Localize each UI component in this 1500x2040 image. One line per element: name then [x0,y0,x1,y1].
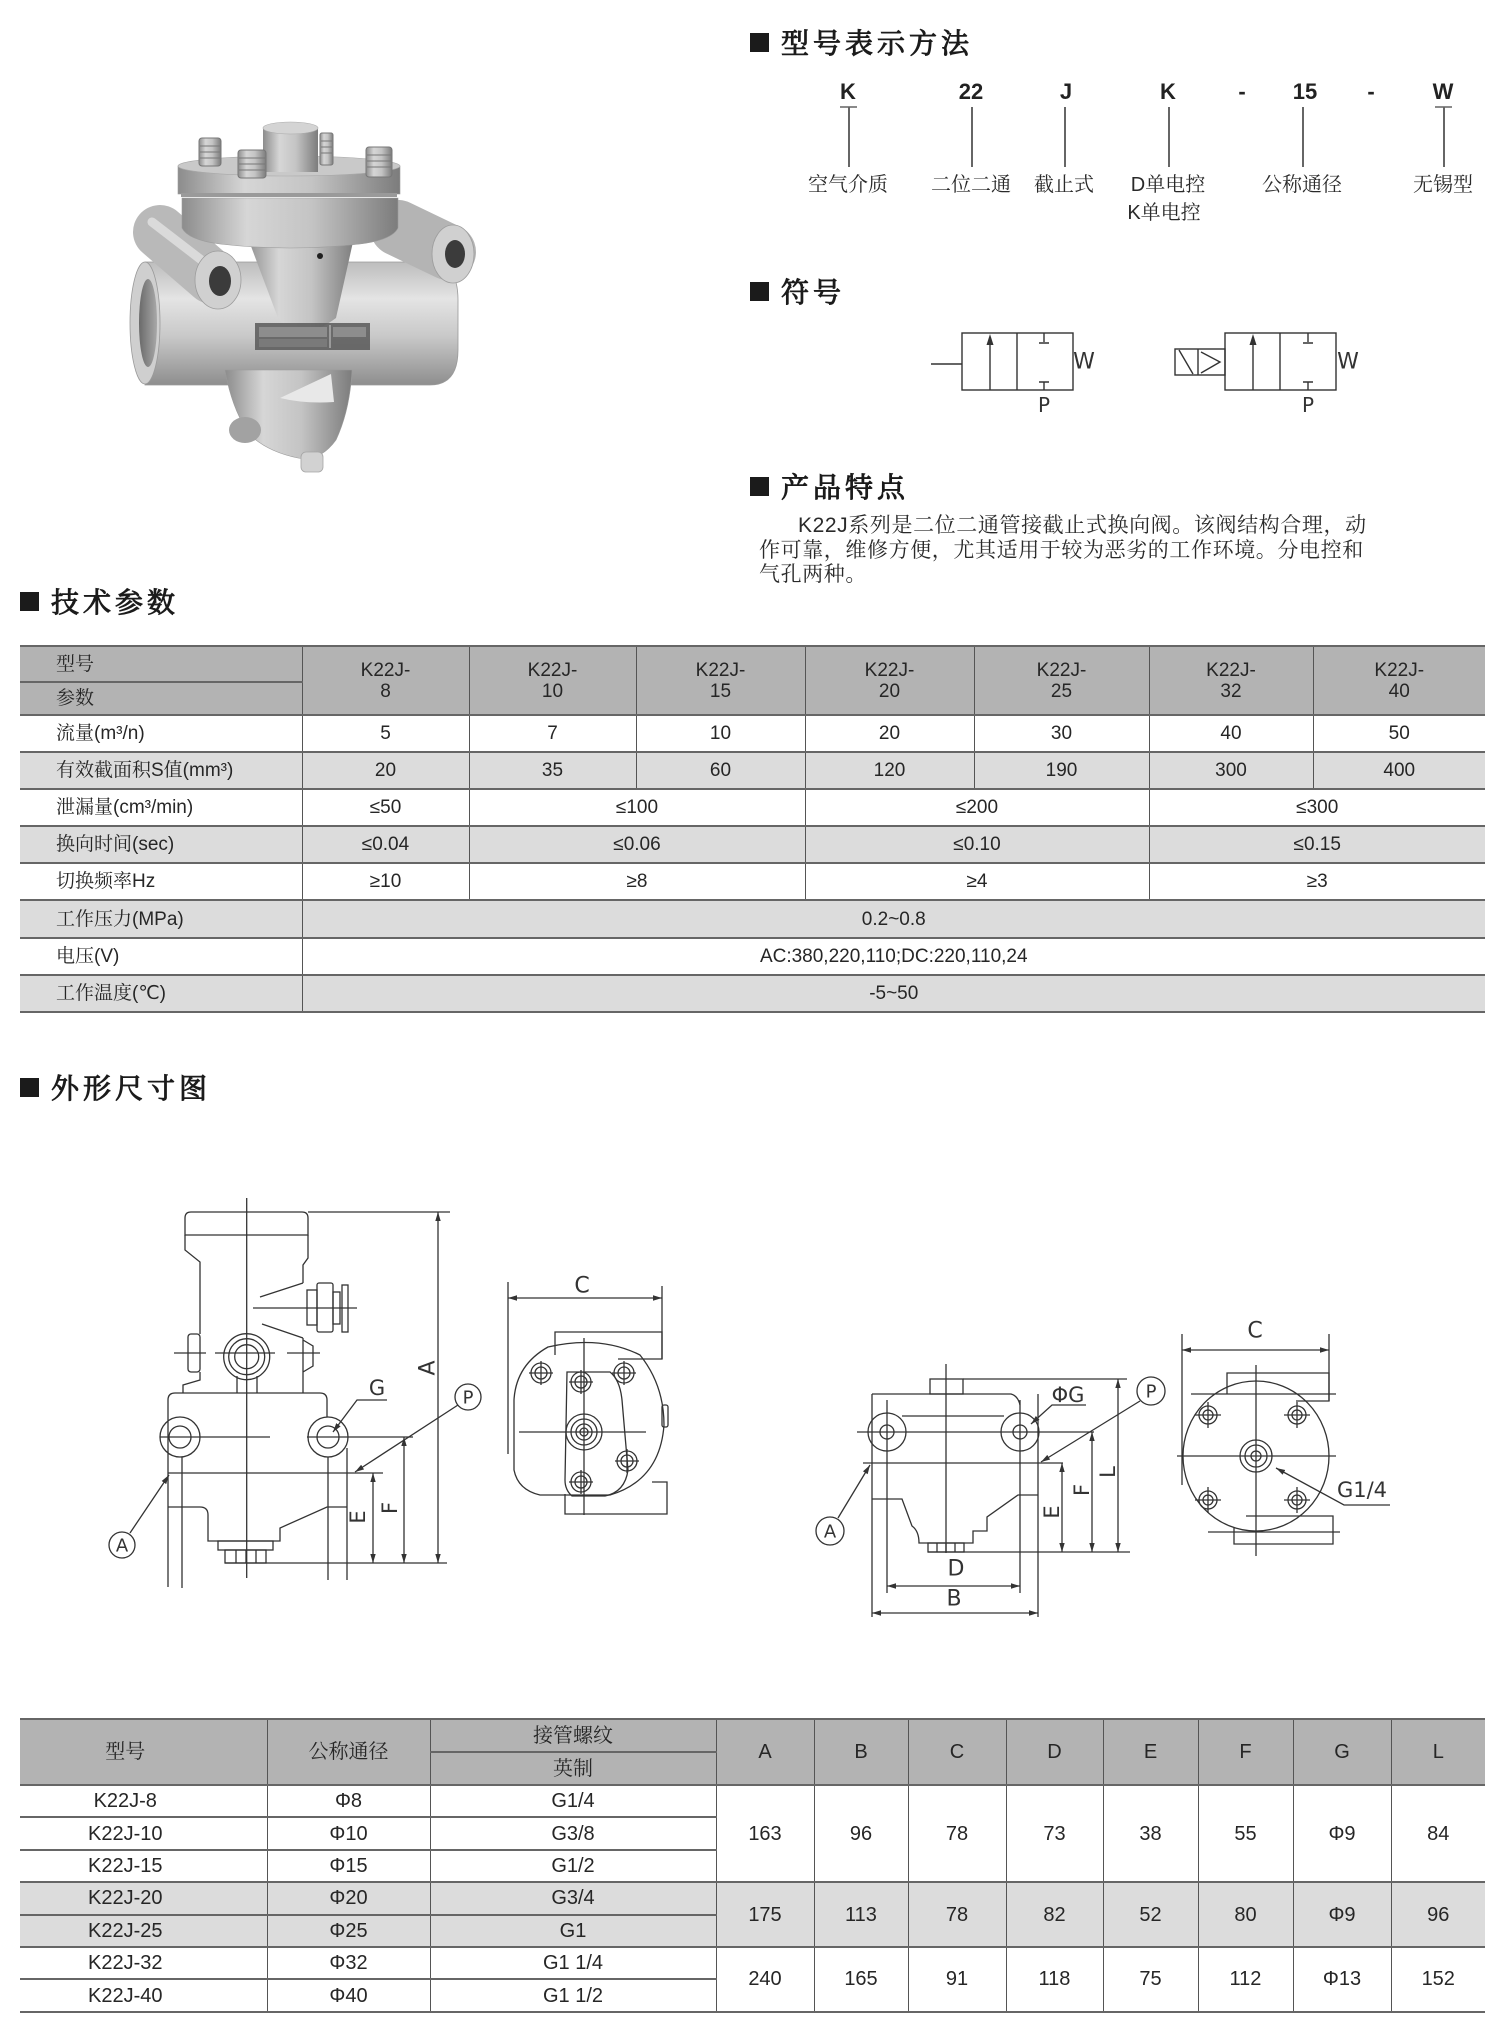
cell: 0.2~0.8 [302,900,1485,938]
cell: 40 [1149,715,1313,752]
header-corner-model: 型号 [20,646,302,682]
section-heading-features [750,470,909,502]
cell-model: K22J-15 [20,1850,267,1882]
cell-dim-g: Φ13 [1293,1947,1391,2012]
code-type: J [1059,79,1073,104]
cell-thread: G1/4 [430,1785,716,1817]
table-row [20,826,1485,863]
header-model [1313,646,1485,715]
code-variant: W [1432,79,1454,104]
cell: ≥8 [469,863,805,900]
side-view-2 [1177,1334,1390,1556]
heading-text: 外形尺寸图 [51,1073,212,1104]
cell: 20 [805,715,974,752]
dim-label-a: A [415,1360,441,1376]
features-paragraph [759,514,1419,588]
code-meaning-function: 二位二通 [931,174,1011,196]
cell-dim-f: 80 [1198,1882,1293,1947]
code-leader-line [1302,107,1304,167]
paragraph-line: K22J系列是二位二通管接截止式换向阀。该阀结构合理，动 [798,514,1367,537]
flow-arrow-icon [987,334,994,345]
cell-dim-e: 38 [1103,1785,1198,1882]
cell-dim-c: 78 [908,1785,1006,1882]
dim-label-b: B [946,1586,962,1612]
cell: 5 [302,715,469,752]
section-heading-dimensions [20,1071,211,1103]
flow-arrow-icon [1250,334,1257,345]
valve-symbols [920,325,1360,420]
section-heading-symbol [750,275,845,307]
dim-label-l: L [1096,1466,1120,1478]
thread-label: G1/4 [1336,1478,1388,1502]
heading-text: 技术参数 [51,587,180,618]
table-row [20,752,1485,789]
square-bullet-icon [20,592,39,611]
dim-label-f: F [1070,1483,1094,1497]
square-bullet-icon [20,1078,39,1097]
cell-dim-d: 118 [1006,1947,1103,2012]
code-separator: - [1238,79,1246,104]
model-size: 8 [380,680,391,702]
cell-thread: G1 [430,1915,716,1947]
side-view-1 [508,1282,668,1515]
product-photo [120,110,490,480]
code-meaning-control-k: K单电控 [1127,202,1201,224]
table-row [20,1947,1485,1979]
cell-thread: G3/8 [430,1817,716,1849]
valve-vent-hole [317,253,323,259]
cell-dim-l: 152 [1391,1947,1485,2012]
code-meaning-control-d: D单电控 [1130,174,1206,196]
cell: -5~50 [302,975,1485,1012]
model-prefix: K22J- [527,659,578,681]
cell-dim-f: 112 [1198,1947,1293,2012]
header-model [1149,646,1313,715]
spring-label: W [1337,349,1359,375]
cell-bore: Φ25 [267,1915,430,1947]
heading-text: 产品特点 [781,472,910,503]
row-label: 有效截面积S值(mm³) [20,752,302,789]
tech-specs-table [20,645,1485,1013]
code-medium: K [840,79,856,104]
model-size: 10 [541,680,564,702]
table-row [20,938,1485,975]
cell: ≤0.10 [805,826,1149,863]
cell-thread: G3/4 [430,1882,716,1914]
row-label: 切换频率Hz [20,863,302,900]
header-model [636,646,805,715]
front-view-1 [109,1198,481,1588]
dim-label-g: G [368,1376,386,1400]
port-label: P [1037,393,1051,417]
dim-label-c: C [574,1273,590,1299]
valve-nameplate [255,323,370,350]
header-thread-sub: 英制 [430,1752,716,1785]
cell-bore: Φ32 [267,1947,430,1979]
dim-label-phi-g: ΦG [1051,1383,1085,1407]
cell: ≤0.04 [302,826,469,863]
code-leader-line [1443,107,1445,167]
table-row [20,900,1485,938]
model-prefix: K22J- [1374,659,1425,681]
cell-dim-a: 240 [716,1947,814,2012]
pilot-valve-symbol [931,333,1073,390]
cell-model: K22J-25 [20,1915,267,1947]
square-bullet-icon [750,282,769,301]
cell-model: K22J-20 [20,1882,267,1914]
model-prefix: K22J- [1206,659,1256,681]
dimension-drawing [90,1180,1410,1625]
code-meaning-variant: 无锡型 [1413,174,1473,196]
port-label-a: A [823,1521,837,1543]
cell: 120 [805,752,974,789]
header-model [974,646,1149,715]
code-bore: 15 [1292,79,1318,104]
cell-dim-b: 96 [814,1785,908,1882]
code-meaning-medium: 空气介质 [808,174,888,196]
row-label: 流量(m³/n) [20,715,302,752]
valve-top-stem [263,122,318,172]
cell: 30 [974,715,1149,752]
model-prefix: K22J- [695,659,746,681]
dim-label-f: F [378,1501,402,1515]
dim-label-c: C [1247,1318,1263,1344]
cell-dim-d: 73 [1006,1785,1103,1882]
cell: AC:380,220,110;DC:220,110,24 [302,938,1485,975]
code-meaning-bore: 公称通径 [1262,174,1342,196]
solenoid-icon [1175,349,1225,375]
cell: ≥4 [805,863,1149,900]
model-size: 15 [709,680,732,702]
cell: ≤300 [1149,789,1485,826]
cell: ≤200 [805,789,1149,826]
header-dim-a: A [716,1719,814,1785]
port-label-p: P [462,1387,474,1409]
cell: ≥10 [302,863,469,900]
code-leader-line [971,107,973,167]
header-dim-c: C [908,1719,1006,1785]
model-size: 20 [878,680,901,702]
header-model [805,646,974,715]
cell-dim-c: 78 [908,1882,1006,1947]
cell-bore: Φ8 [267,1785,430,1817]
cell: ≤0.15 [1149,826,1485,863]
model-prefix: K22J- [864,659,915,681]
code-meaning-type: 截止式 [1034,174,1094,196]
cell: 50 [1313,715,1485,752]
cell-dim-b: 165 [814,1947,908,2012]
header-dim-g: G [1293,1719,1391,1785]
cell-model: K22J-10 [20,1817,267,1849]
cell-dim-g: Φ9 [1293,1785,1391,1882]
cell-dim-c: 91 [908,1947,1006,2012]
header-dim-e: E [1103,1719,1198,1785]
dim-label-e: E [346,1510,370,1524]
cell: 20 [302,752,469,789]
square-bullet-icon [750,33,769,52]
row-label: 工作温度(℃) [20,975,302,1012]
row-label: 换向时间(sec) [20,826,302,863]
cell-dim-d: 82 [1006,1882,1103,1947]
section-heading-model-code [750,26,973,58]
port-label-p: P [1145,1381,1157,1403]
header-model [469,646,636,715]
cell-dim-e: 75 [1103,1947,1198,2012]
code-leader-line [848,107,850,167]
table-row [20,975,1485,1012]
table-header-row [20,646,1485,682]
cell-dim-l: 84 [1391,1785,1485,1882]
cell-bore: Φ15 [267,1850,430,1882]
header-model: 型号 [20,1719,267,1785]
header-bore: 公称通径 [267,1719,430,1785]
table-row [20,1785,1485,1817]
table-row [20,863,1485,900]
cell: 35 [469,752,636,789]
dim-label-e: E [1040,1505,1064,1519]
cell: 300 [1149,752,1313,789]
cell: 60 [636,752,805,789]
cell-bore: Φ20 [267,1882,430,1914]
table-row [20,789,1485,826]
header-corner-param: 参数 [20,682,302,715]
code-control: K [1160,79,1176,104]
code-leader-line [1064,107,1066,167]
cell-bore: Φ40 [267,1979,430,2011]
cell-thread: G1 1/2 [430,1979,716,2011]
cell-bore: Φ10 [267,1817,430,1849]
row-label: 工作压力(MPa) [20,900,302,938]
header-dim-d: D [1006,1719,1103,1785]
model-prefix: K22J- [360,659,411,681]
header-model [302,646,469,715]
dim-label-d: D [947,1556,965,1582]
header-dim-l: L [1391,1719,1485,1785]
cell-dim-l: 96 [1391,1882,1485,1947]
paragraph-line: 气孔两种。 [759,563,867,586]
cell-dim-a: 163 [716,1785,814,1882]
model-prefix: K22J- [1036,659,1087,681]
dimensions-table [20,1718,1485,2013]
cell: 190 [974,752,1149,789]
table-row [20,1882,1485,1914]
code-leader-line [1168,107,1170,167]
cell: ≤50 [302,789,469,826]
heading-text: 符号 [781,277,846,308]
table-row [20,715,1485,752]
cell-thread: G1 1/4 [430,1947,716,1979]
cell-dim-g: Φ9 [1293,1882,1391,1947]
cell: 10 [636,715,805,752]
cell-dim-f: 55 [1198,1785,1293,1882]
section-heading-tech-specs [20,585,179,617]
table-header-row [20,1719,1485,1752]
cell-dim-a: 175 [716,1882,814,1947]
cell-model: K22J-40 [20,1979,267,2011]
model-size: 40 [1388,680,1410,702]
port-label: P [1301,393,1315,417]
paragraph-line: 作可靠，维修方便，尤其适用于较为恶劣的工作环境。分电控和 [759,538,1364,562]
cell-model: K22J-8 [20,1785,267,1817]
model-size: 25 [1050,680,1073,702]
spring-label: W [1073,349,1095,375]
cell: ≤100 [469,789,805,826]
port-label-a: A [115,1535,129,1557]
cell-thread: G1/2 [430,1850,716,1882]
header-dim-f: F [1198,1719,1293,1785]
cell: ≤0.06 [469,826,805,863]
header-dim-b: B [814,1719,908,1785]
cell-dim-b: 113 [814,1882,908,1947]
model-size: 32 [1220,680,1242,702]
code-separator: - [1367,79,1375,104]
cell: 400 [1313,752,1485,789]
valve-housing [182,198,398,248]
cell: ≥3 [1149,863,1485,900]
cell-dim-e: 52 [1103,1882,1198,1947]
front-view-2 [816,1364,1165,1617]
code-function: 22 [958,79,984,104]
row-label: 电压(V) [20,938,302,975]
row-label: 泄漏量(cm³/min) [20,789,302,826]
valve-lower-cone [225,370,352,472]
cell-model: K22J-32 [20,1947,267,1979]
solenoid-valve-symbol [1175,333,1336,390]
square-bullet-icon [750,477,769,496]
header-thread: 接管螺纹 [430,1719,716,1752]
cell: 7 [469,715,636,752]
heading-text: 型号表示方法 [781,28,974,59]
